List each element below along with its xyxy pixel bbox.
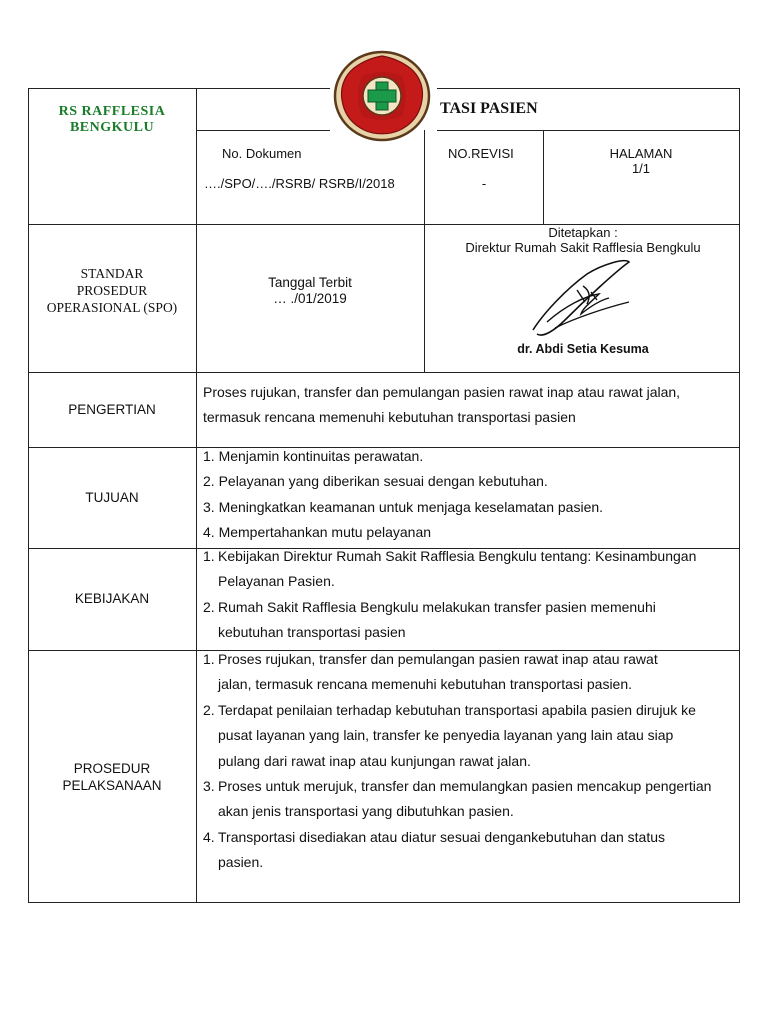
list-item: 2. Rumah Sakit Rafflesia Bengkulu melakukan transfer pasien memenuhi kebutuhan transportasi pasien bbox=[203, 598, 656, 641]
hospital-logo bbox=[332, 50, 432, 142]
hospital-name: RS RAFFLESIA BENGKULU bbox=[58, 104, 166, 135]
list-item: 1. Proses rujukan, transfer dan pemulangan pasien rawat inap atau rawat jalan, termasuk rencana memenuhi kebutuhan transportasi pasien. bbox=[203, 651, 658, 693]
list-item: 1. Kebijakan Direktur Rumah Sakit Rafflesia Bengkulu tentang: Kesinambungan Pelayanan Pasien. bbox=[203, 548, 697, 590]
set-label: Ditetapkan : bbox=[548, 225, 618, 240]
list-item: 3. Meningkatkan keamanan untuk menjaga keselamatan pasien. bbox=[203, 498, 604, 515]
set-by: Direktur Rumah Sakit Rafflesia Bengkulu bbox=[465, 240, 701, 255]
signature-icon bbox=[525, 256, 645, 340]
signer-name: dr. Abdi Setia Kesuma bbox=[517, 342, 649, 356]
list-item: 4. Mempertahankan mutu pelayanan bbox=[203, 524, 432, 541]
issue-date-value: … ./01/2019 bbox=[273, 291, 347, 306]
list-item: 3. Proses untuk merujuk, transfer dan memulangkan pasien mencakup pengertian akan jenis transportasi yang dibutuhkan pasien. bbox=[203, 778, 712, 820]
page-value: 1/1 bbox=[631, 161, 651, 176]
pengertian-text: Proses rujukan, transfer dan pemulangan pasien rawat inap atau rawat jalan, termasuk rencana memenuhi kebutuhan transportasi pasien bbox=[203, 384, 681, 426]
hospital-cross-logo-icon bbox=[332, 50, 432, 142]
doc-number-value: …./SPO/…./RSRB/ RSRB/I/2018 bbox=[204, 176, 395, 191]
issue-date-label: Tanggal Terbit bbox=[268, 275, 352, 290]
revision-value: - bbox=[481, 176, 487, 191]
director-signature bbox=[525, 256, 645, 340]
kebijakan-list bbox=[203, 544, 713, 646]
list-item: 2. Pelayanan yang diberikan sesuai dengan kebutuhan. bbox=[203, 473, 548, 490]
spo-label: STANDAR PROSEDUR OPERASIONAL (SPO) bbox=[46, 266, 178, 315]
page-label: HALAMAN bbox=[609, 146, 673, 161]
pengertian-label: PENGERTIAN bbox=[68, 402, 156, 417]
list-item: 1. Menjamin kontinuitas perawatan. bbox=[203, 448, 424, 464]
list-item: 2. Terdapat penilaian terhadap kebutuhan transportasi apabila pasien dirujuk ke pusat layanan yang lain, transfer ke penyedia layanan yang lain atau siap pulang dari rawat inap atau kunjungan rawat jalan. bbox=[203, 701, 696, 769]
revision-label: NO.REVISI bbox=[448, 146, 514, 161]
kebijakan-label: KEBIJAKAN bbox=[74, 591, 150, 606]
tujuan-list bbox=[203, 444, 733, 546]
document-title: TASI PASIEN bbox=[440, 100, 538, 117]
list-item: 4. Transportasi disediakan atau diatur sesuai dengankebutuhan dan status pasien. bbox=[203, 828, 666, 871]
doc-number-label: No. Dokumen bbox=[222, 146, 302, 161]
tujuan-label: TUJUAN bbox=[85, 490, 139, 505]
prosedur-label: PROSEDUR PELAKSANAAN bbox=[62, 761, 162, 793]
prosedur-list bbox=[203, 647, 713, 876]
